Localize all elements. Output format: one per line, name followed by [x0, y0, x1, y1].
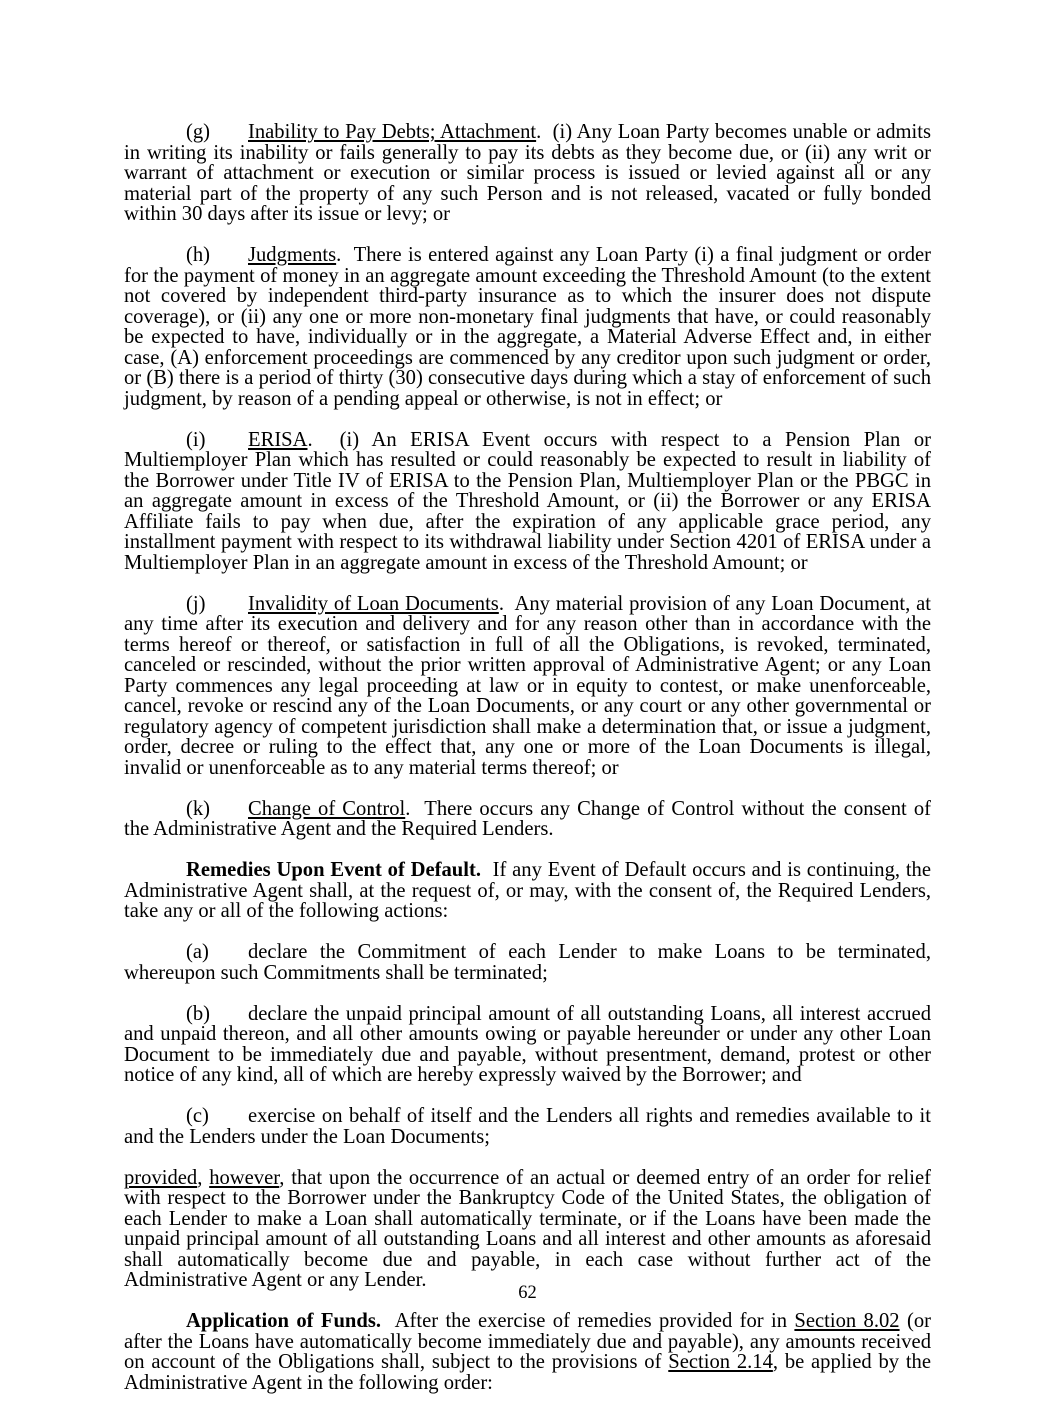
- remedy-c: [124, 1106, 931, 1147]
- remedy-b: [124, 1004, 931, 1086]
- section-application-of-funds-run-0: Application of Funds.: [186, 1310, 381, 1332]
- clause-h-run-0: Judgments: [248, 244, 337, 266]
- remedy-a-label: (a): [186, 941, 209, 963]
- clause-h-run-1: . There is entered against any Loan Party (i) a final judgment or order for the payment of money in an aggregate amount exceeding the Threshold Amount (to the extent not covered by independent third-party insurance as to which the insurer does not dispute coverage), or (ii) any one or more non-monetary final judgments that have, or could reasonably be expected to have, individually or in the aggregate, a Material Adverse Effect and, in either case, (A) enforcement proceedings are commenced by any creditor upon such judgment or order, or (B) there is a period of thirty (30) consecutive days during which a stay of enforcement of such judgment, by reason of a pending appeal or otherwise, is not in effect; or: [124, 244, 931, 410]
- clause-i-run-0: ERISA: [248, 428, 308, 451]
- clause-k-run-0: Change of Control: [248, 797, 406, 820]
- section-application-of-funds-run-2: Section 8.02: [794, 1310, 900, 1332]
- remedy-c-run-0: exercise on behalf of itself and the Lenders all rights and remedies available to it and the Lenders under the Loan Documents;: [124, 1105, 931, 1148]
- section-application-of-funds-run-1: After the exercise of remedies provided for in: [381, 1310, 795, 1332]
- clause-g: [124, 122, 931, 225]
- remedy-a: [124, 942, 931, 983]
- page-number: 62: [518, 1283, 537, 1303]
- clause-i-run-1: . (i) An ERISA Event occurs with respect to a Pension Plan or Multiemployer Plan which has resulted or could reasonably be expected to result in liability of the Borrower under Title IV of ERISA to the Pension Plan, Multiemployer Plan or the PBGC in an aggregate amount in excess of the Threshold Amount, or (ii) the Borrower or any ERISA Affiliate fails to pay when due, after the expiration of any applicable grace period, any installment payment with respect to its withdrawal liability under Section 4201 of ERISA under a Multiemployer Plan in an aggregate amount in excess of the Threshold Amount; or: [124, 428, 931, 574]
- section-application-of-funds-run-3: (or after the Loans have automatically become immediately due and payable), any amounts received on account of the Obligations shall, subject to the provisions of: [124, 1310, 931, 1373]
- remedy-b-label: (b): [186, 1002, 211, 1025]
- proviso-paragraph-run-1: ,: [197, 1166, 210, 1189]
- proviso-paragraph-run-0: provided: [124, 1166, 198, 1189]
- section-remedies-upon-event-of-default: [124, 860, 931, 922]
- document-body: [124, 122, 931, 1414]
- proviso-paragraph: [124, 1168, 931, 1291]
- section-application-of-funds: [124, 1311, 931, 1393]
- clause-j-label: (j): [186, 592, 206, 615]
- clause-i: [124, 430, 931, 574]
- clause-j-run-0: Invalidity of Loan Documents: [248, 592, 499, 615]
- clause-g-run-1: . (i) Any Loan Party becomes unable or admits in writing its inability or fails generally to pay its debts as they become due, or (ii) any writ or warrant of attachment or execution or similar process is issued or levied against all or any material part of the property of any such Person and is not released, vacated or fully bonded within 30 days after its issue or levy; or: [124, 121, 931, 225]
- clause-k-label: (k): [186, 797, 211, 820]
- clause-h-label: (h): [186, 244, 211, 266]
- clause-k: [124, 799, 931, 840]
- section-remedies-upon-event-of-default-run-0: Remedies Upon Event of Default.: [186, 859, 481, 881]
- remedy-a-run-0: declare the Commitment of each Lender to make Loans to be terminated, whereupon such Commitments shall be terminated;: [124, 941, 931, 984]
- proviso-paragraph-run-3: , that upon the occurrence of an actual or deemed entry of an order for relief with respect to the Borrower under the Bankruptcy Code of the United States, the obligation of each Lender to make a Loan shall automatically terminate, or if the Loans have been made the unpaid principal amount of all outstanding Loans and all interest and other amounts as aforesaid shall automatically become due and payable, in each case without further act of the Administrative Agent or any Lender.: [124, 1166, 931, 1291]
- clause-j: [124, 594, 931, 779]
- clause-g-label: (g): [186, 121, 211, 143]
- clause-k-run-1: . There occurs any Change of Control without the consent of the Administrative Agent and the Required Lenders.: [124, 797, 931, 840]
- clause-g-run-0: Inability to Pay Debts; Attachment: [248, 121, 537, 143]
- section-application-of-funds-run-5: , be applied by the Administrative Agent in the following order:: [124, 1351, 931, 1394]
- remedy-b-run-0: declare the unpaid principal amount of all outstanding Loans, all interest accrued and unpaid thereon, and all other amounts owing or payable hereunder or under any other Loan Document to be immediately due and payable, without presentment, demand, protest or other notice of any kind, all of which are hereby expressly waived by the Borrower; and: [124, 1002, 931, 1086]
- remedy-c-label: (c): [186, 1105, 209, 1127]
- clause-j-run-1: . Any material provision of any Loan Document, at any time after its execution and delivery and for any reason other than in accordance with the terms hereof or thereof, or satisfaction in full of all the Obligations, is revoked, terminated, canceled or rescinded, without the prior written approval of Administrative Agent; or any Loan Party commences any legal proceeding at law or in equity to contest, or make unenforceable, cancel, revoke or rescind any of the Loan Documents, or any court or any other governmental or regulatory agency of competent jurisdiction shall make a determination that, or issue a judgment, order, decree or ruling to the effect that, any one or more of the Loan Documents is illegal, invalid or unenforceable as to any material terms thereof; or: [124, 592, 931, 779]
- proviso-paragraph-run-2: however: [209, 1166, 280, 1189]
- section-remedies-upon-event-of-default-run-1: If any Event of Default occurs and is continuing, the Administrative Agent shall, at the request of, or may, with the consent of, the Required Lenders, take any or all of the following actions:: [124, 859, 931, 922]
- section-application-of-funds-run-4: Section 2.14: [668, 1351, 773, 1373]
- clause-i-label: (i): [186, 428, 206, 451]
- clause-h: [124, 245, 931, 409]
